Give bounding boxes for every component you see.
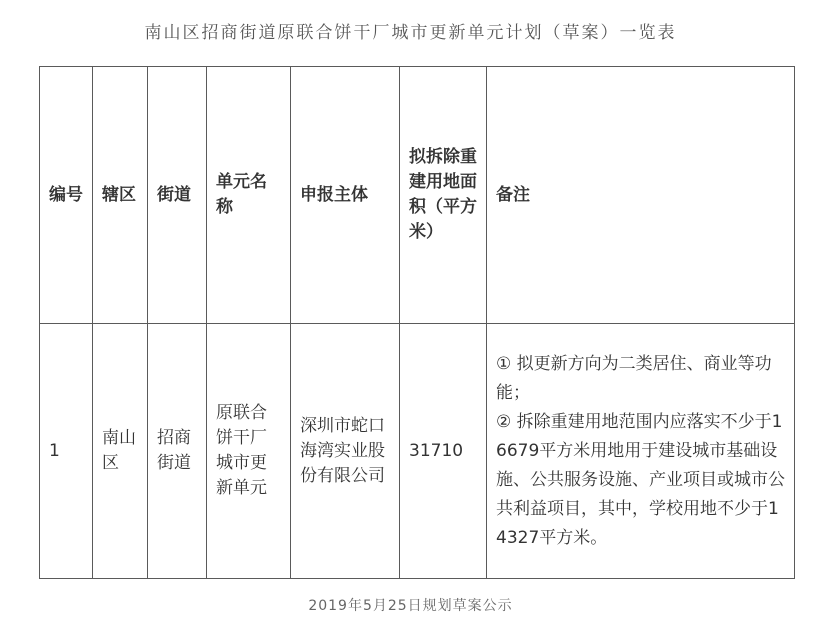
table-header-row <box>40 67 795 324</box>
header-number: 编号 <box>40 67 93 324</box>
cell-street: 招商街道 <box>148 324 207 579</box>
table-row <box>40 324 795 579</box>
header-area: 拟拆除重建用地面积（平方米） <box>400 67 487 324</box>
cell-unit-name: 原联合饼干厂城市更新单元 <box>207 324 291 579</box>
remark-item-1: ① 拟更新方向为二类居住、商业等功能； <box>496 353 772 403</box>
header-district: 辖区 <box>93 67 148 324</box>
cell-number: 1 <box>40 324 93 579</box>
page-title: 南山区招商街道原联合饼干厂城市更新单元计划（草案）一览表 <box>144 23 677 43</box>
cell-applicant: 深圳市蛇口海湾实业股份有限公司 <box>291 324 400 579</box>
header-unit-name: 单元名称 <box>207 67 291 324</box>
header-street: 街道 <box>148 67 207 324</box>
cell-area: 31710 <box>400 324 487 579</box>
cell-district: 南山区 <box>93 324 148 579</box>
header-remarks: 备注 <box>487 67 795 324</box>
remark-item-2: ② 拆除重建用地范围内应落实不少于16679平方米用地用于建设城市基础设施、公共服务设施、产业项目或城市公共利益项目，其中，学校用地不少于14327平方米。 <box>496 411 785 548</box>
cell-remarks <box>487 324 795 579</box>
header-applicant: 申报主体 <box>291 67 400 324</box>
publication-note: 2019年5月25日规划草案公示 <box>308 598 513 614</box>
plan-table <box>39 66 795 579</box>
